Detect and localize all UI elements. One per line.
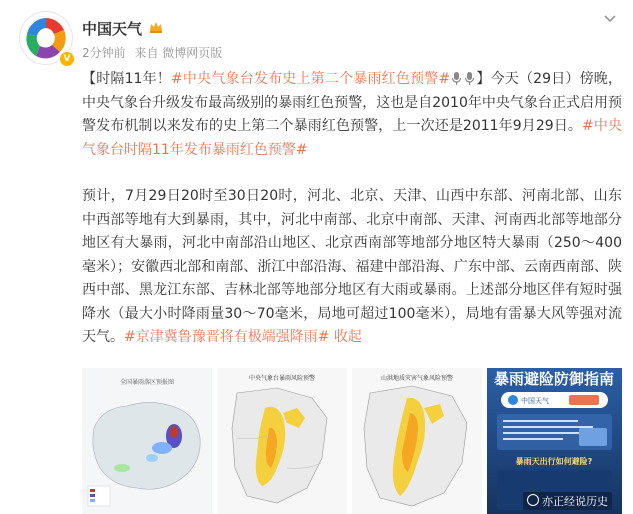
post-meta bbox=[82, 44, 227, 61]
image-title: 山洪地质灾害气象风险预警 bbox=[380, 375, 454, 382]
paragraph-gap bbox=[82, 162, 622, 185]
image-title: 暴雨避险防御指南 bbox=[493, 370, 615, 388]
account-name[interactable]: 中国天气 bbox=[82, 20, 143, 38]
post-source: 来自 微博网页版 bbox=[134, 46, 223, 60]
post-paragraph-2 bbox=[82, 185, 622, 350]
watermark bbox=[523, 492, 612, 510]
image-grid bbox=[82, 368, 622, 514]
post-text-segment: 预计，7月29日20时至30日20时，河北、北京、天津、山西中东部、河南北部、山东中西部等地有大到暴雨，其中，河北中南部、北京中南部、天津、河南西北部等地部分地区有大暴雨，河北中南部沿山地区、北京西南部等地部分地区特大暴雨（250～400毫米）；安徽西北部和南部、浙江中部沿海、福建中部沿海、广东中部、云南西南部、陕西中部、黑龙江东部、吉林北部等地部分地区有大雨或暴雨。上述部分地区伴有短时强降水（最大小时降雨量30～70毫米，局地可超过100毫米），局地有雷暴大风等强对流天气。 bbox=[82, 188, 622, 345]
guide-subtitle: 暴雨天出行如何避险? bbox=[515, 457, 593, 466]
image-thumb-rainfall-forecast[interactable] bbox=[82, 368, 212, 514]
image-thumb-rainstorm-guide[interactable] bbox=[487, 368, 622, 514]
image-title: 全国暴雨落区预报图 bbox=[119, 379, 175, 386]
hashtag-link[interactable]: #京津冀鲁豫晋将有极端强降雨# bbox=[124, 329, 330, 345]
collapse-link[interactable]: 收起 bbox=[333, 329, 362, 345]
microphone-icon bbox=[451, 71, 462, 86]
crown-icon bbox=[148, 19, 164, 35]
post-text-segment: 【时隔11年！ bbox=[82, 71, 171, 87]
hashtag-link[interactable]: #中央气象台发布史上第二个暴雨红色预警# bbox=[171, 71, 451, 87]
post-text bbox=[82, 68, 622, 350]
post-time[interactable]: 2分钟前 bbox=[82, 46, 126, 60]
image-thumb-flood-risk[interactable] bbox=[352, 368, 482, 514]
guide-logo-text: 中国天气 bbox=[521, 397, 549, 405]
microphone-icon bbox=[464, 71, 475, 86]
post-paragraph-1 bbox=[82, 68, 622, 162]
watermark-text: 亦正经说历史 bbox=[542, 495, 608, 508]
flood-risk-map-image bbox=[352, 368, 482, 514]
hashtag-link[interactable]: #中央气象台时隔11年发布暴雨红色预警# bbox=[82, 118, 622, 158]
wechat-icon bbox=[527, 494, 539, 506]
rainfall-map-image bbox=[82, 368, 212, 514]
post-text-segment: 】今天（29日）傍晚，中央气象台升级发布最高级别的暴雨红色预警，这也是自2010年中央气象台正式启用预警发布机制以来发布的史上第二个暴雨红色预警，上一次还是2011年9月29日。 bbox=[82, 71, 622, 134]
chevron-down-icon[interactable] bbox=[600, 12, 620, 26]
verified-badge-icon: V bbox=[58, 50, 76, 68]
image-title: 中央气象台暴雨风险预警 bbox=[248, 375, 316, 382]
rainstorm-risk-map-image bbox=[217, 368, 347, 514]
image-thumb-rainstorm-risk[interactable] bbox=[217, 368, 347, 514]
